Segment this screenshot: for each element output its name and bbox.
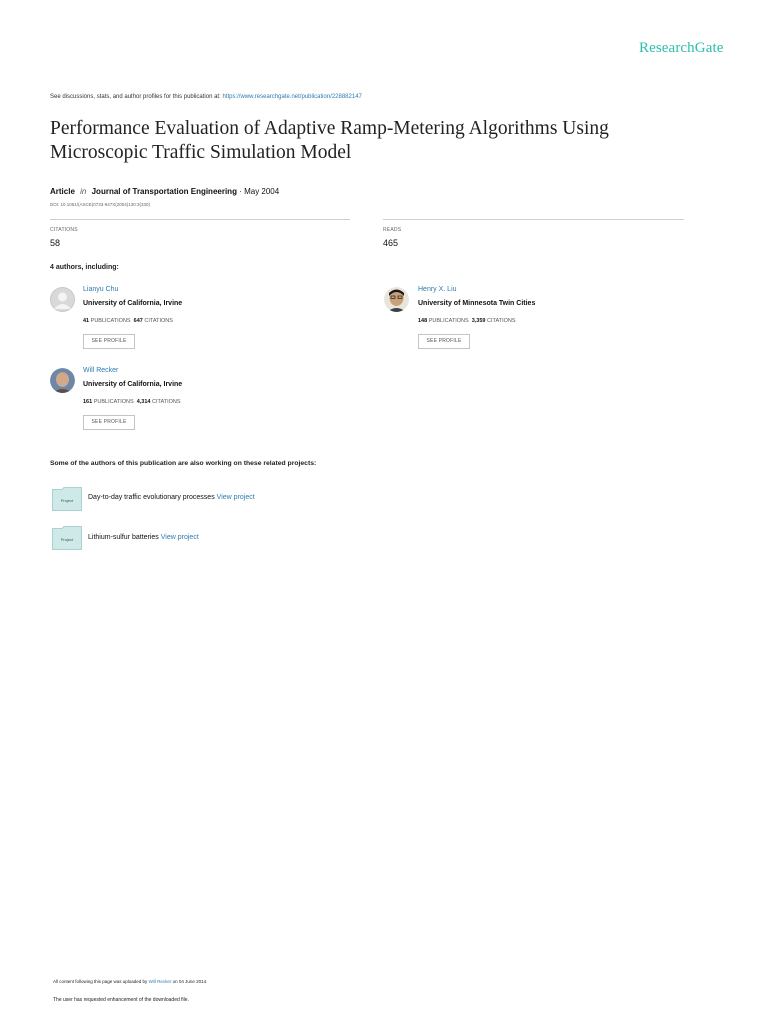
reads-count: 465 <box>383 238 399 248</box>
author-citations-count: 647 <box>133 318 143 324</box>
publications-label: PUBLICATIONS <box>428 318 469 324</box>
view-project-link[interactable]: View project <box>216 494 255 501</box>
default-user-icon[interactable] <box>50 287 75 312</box>
photo-icon[interactable] <box>384 287 409 312</box>
publications-label: PUBLICATIONS <box>93 399 134 405</box>
publication-title: Performance Evaluation of Adaptive Ramp-Metering Algorithms Using Microscopic Traffic Simulation Model <box>50 118 609 163</box>
author-name-link[interactable]: Henry X. Liu <box>418 286 457 293</box>
author-institution: University of California, Irvine <box>83 300 183 307</box>
researchgate-logo[interactable]: ResearchGate <box>639 40 724 56</box>
publications-count: 161 <box>83 399 93 405</box>
upload-prefix: All content following this page was uploaded by <box>53 979 148 984</box>
projects-heading: Some of the authors of this publication are also working on these related projects: <box>50 460 317 467</box>
authors-heading: 4 authors, including: <box>50 264 119 271</box>
discussion-prefix: See discussions, stats, and author profiles for this publication at: <box>50 94 221 100</box>
publications-count: 41 <box>83 318 90 324</box>
publications-label: PUBLICATIONS <box>90 318 131 324</box>
project-icon-label: Project <box>60 537 74 542</box>
author-institution: University of Minnesota Twin Cities <box>418 300 536 307</box>
author-citations-label: CITATIONS <box>487 318 516 324</box>
publication-url-link[interactable]: https://www.researchgate.net/publication/228882147 <box>222 94 362 100</box>
project-item <box>88 494 255 501</box>
reads-label: READS <box>383 227 402 233</box>
publication-doi: DOI: 10.1061/(ASCE)0733-947X(2004)130:3(330) <box>50 202 151 207</box>
project-name: Lithium-sulfur batteries <box>88 534 159 541</box>
discussion-line <box>50 94 362 100</box>
upload-suffix: on 04 June 2014. <box>172 979 208 984</box>
divider <box>383 219 684 220</box>
project-name: Day-to-day traffic evolutionary processes <box>88 494 215 501</box>
author-citations-label: CITATIONS <box>144 318 173 324</box>
author-citations-label: CITATIONS <box>152 399 181 405</box>
journal-name: Journal of Transportation Engineering <box>91 187 237 196</box>
publications-count: 148 <box>418 318 428 324</box>
author-name-link[interactable]: Will Recker <box>83 367 119 374</box>
author-institution: University of California, Irvine <box>83 381 183 388</box>
publication-type: Article <box>50 187 75 196</box>
project-item <box>88 534 199 541</box>
see-profile-button[interactable]: SEE PROFILE <box>83 415 135 430</box>
project-folder-icon <box>52 487 82 511</box>
author-stats <box>83 318 173 324</box>
publication-meta <box>50 187 279 196</box>
upload-note <box>53 979 207 984</box>
project-folder-icon <box>52 526 82 550</box>
author-stats <box>83 399 181 405</box>
author-name-link[interactable]: Lianyu Chu <box>83 286 119 293</box>
enhancement-note: The user has requested enhancement of the downloaded file. <box>53 997 189 1003</box>
project-icon-label: Project <box>60 498 74 503</box>
author-stats <box>418 318 516 324</box>
citations-label: CITATIONS <box>50 227 78 233</box>
see-profile-button[interactable]: SEE PROFILE <box>418 334 470 349</box>
uploader-link[interactable]: Will Recker <box>148 979 172 984</box>
in-word: in <box>80 187 87 196</box>
view-project-link[interactable]: View project <box>160 534 199 541</box>
author-citations-count: 4,314 <box>136 399 151 405</box>
see-profile-button[interactable]: SEE PROFILE <box>83 334 135 349</box>
citations-count: 58 <box>50 238 61 248</box>
photo-icon[interactable] <box>50 368 75 393</box>
author-citations-count: 3,359 <box>471 318 486 324</box>
publication-date: · May 2004 <box>239 187 280 196</box>
divider <box>50 219 350 220</box>
